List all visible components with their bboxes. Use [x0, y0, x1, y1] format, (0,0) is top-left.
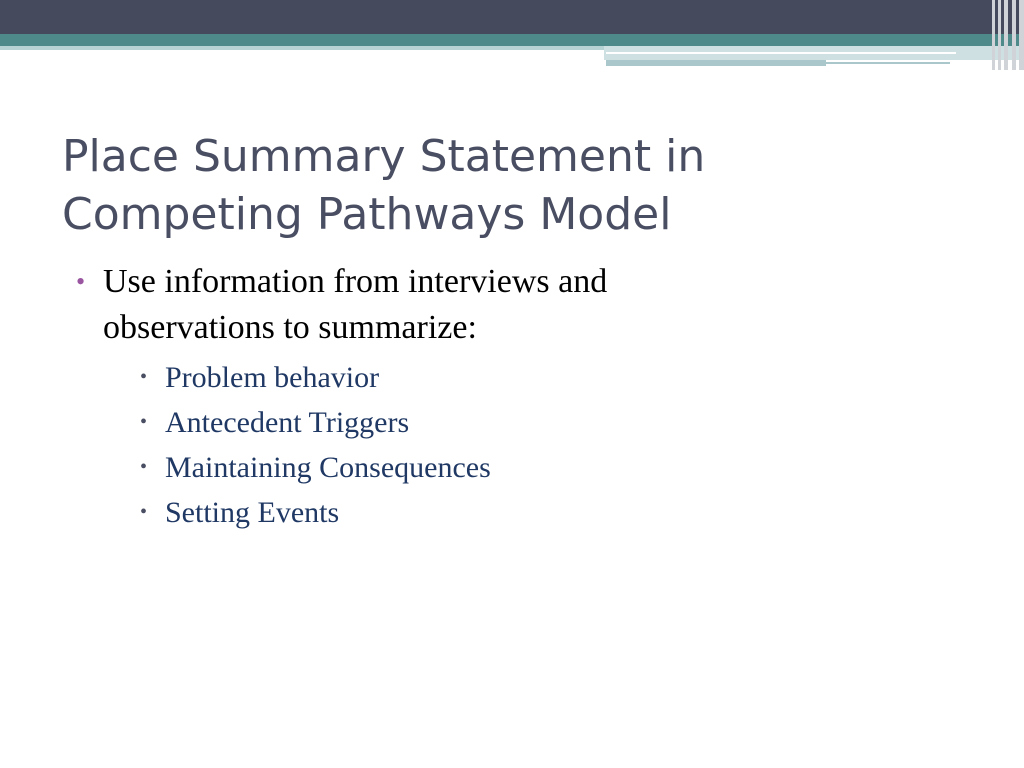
sub-bullet-list	[76, 355, 956, 535]
bullet-icon: •	[76, 267, 86, 296]
slide-title-line: Place Summary Statement in	[62, 131, 706, 182]
sub-bullet-item	[76, 490, 956, 535]
bullet-icon: •	[140, 501, 148, 523]
sub-bullet-item	[76, 400, 956, 445]
header-step-line	[606, 52, 956, 54]
header-teal-band	[0, 34, 1024, 46]
header-teal-light-line	[0, 46, 604, 50]
slide-body	[76, 259, 956, 535]
header-dark-band	[0, 0, 1024, 34]
header-step-line	[826, 62, 950, 64]
decorative-vertical-stripes	[992, 0, 1024, 70]
sub-bullet-text: Problem behavior	[165, 361, 380, 394]
slide-title	[62, 128, 922, 244]
header-step-line	[606, 60, 826, 66]
bullet-icon: •	[140, 456, 148, 478]
sub-bullet-item	[76, 445, 956, 490]
main-bullet-line: observations to summarize:	[103, 309, 477, 346]
sub-bullet-text: Setting Events	[165, 496, 340, 529]
main-bullet-line: Use information from interviews and	[103, 263, 608, 300]
sub-bullet-text: Antecedent Triggers	[165, 406, 410, 439]
sub-bullet-text: Maintaining Consequences	[165, 451, 491, 484]
sub-bullet-item	[76, 355, 956, 400]
bullet-icon: •	[140, 366, 148, 388]
main-bullet	[76, 259, 956, 351]
slide-title-line: Competing Pathways Model	[62, 189, 672, 240]
bullet-icon: •	[140, 411, 148, 433]
